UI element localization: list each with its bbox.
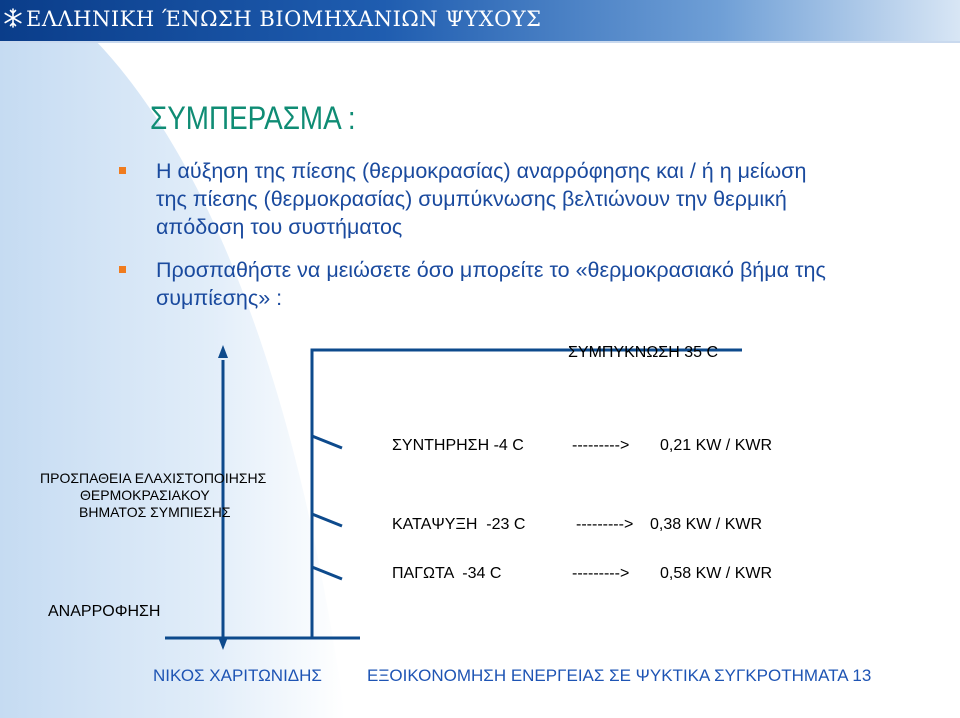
row-name: ΚΑΤΑΨΥΞΗ -23 C <box>392 516 526 533</box>
footer-author: ΝΙΚΟΣ ΧΑΡΙΤΩΝΙΔΗΣ <box>153 666 322 685</box>
bullet-line: της πίεσης (θερμοκρασίας) συμπύκνωσης βελτιώνουν την θερμική <box>156 187 787 211</box>
bullet-line: Η αύξηση της πίεσης (θερμοκρασίας) αναρρόφησης και / ή η μείωση <box>156 159 807 183</box>
row-value: 0,21 KW / KWR <box>660 437 773 454</box>
connector-maintenance <box>312 436 342 448</box>
footer-subject: ΕΞΟΙΚΟΝΟΜΗΣΗ ΕΝΕΡΓΕΙΑΣ ΣΕ ΨΥΚΤΙΚΑ ΣΥΓΚΡΟΤΗΜΑΤΑ 13 <box>367 666 872 685</box>
slide-title: ΣΥΜΠΕΡΑΣΜΑ : <box>150 100 356 136</box>
suction-label: ΑΝΑΡΡΟΦΗΣΗ <box>48 603 161 620</box>
condensation-line <box>312 350 742 638</box>
row-value: 0,58 KW / KWR <box>660 565 773 582</box>
row-name: ΣΥΝΤΗΡΗΣΗ -4 C <box>392 437 524 454</box>
header-title: ΕΛΛΗΝΙΚΗ ΈΝΩΣΗ ΒΙΟΜΗΧΑΝΙΩΝ ΨΥΧΟΥΣ <box>26 7 542 31</box>
side-label-line: ΠΡΟΣΠΑΘΕΙΑ ΕΛΑΧΙΣΤΟΠΟΙΗΣΗΣ <box>40 470 267 486</box>
side-label-line: ΘΕΡΜΟΚΡΑΣΙΑΚΟΥ <box>80 487 210 503</box>
condensation-label: ΣΥΜΠΥΚΝΩΣΗ 35 C <box>568 344 718 361</box>
arrow-head-up <box>218 345 228 358</box>
bullet-line: Προσπαθήστε να μειώσετε όσο μπορείτε το «θερμοκρασιακό βήμα της <box>156 258 826 282</box>
bullet-line: συμπίεσης» : <box>156 286 283 310</box>
row-arrow: ---------> <box>576 516 634 533</box>
row-name: ΠΑΓΩΤΑ -34 C <box>392 565 502 582</box>
connector-ice-cream <box>312 567 342 579</box>
connector-freezing <box>312 514 342 526</box>
row-arrow: ---------> <box>572 565 630 582</box>
side-label-line: ΒΗΜΑΤΟΣ ΣΥΜΠΙΕΣΗΣ <box>79 504 231 520</box>
row-value: 0,38 KW / KWR <box>650 516 763 533</box>
row-arrow: ---------> <box>572 437 630 454</box>
bullet-line: απόδοση του συστήματος <box>156 215 403 239</box>
